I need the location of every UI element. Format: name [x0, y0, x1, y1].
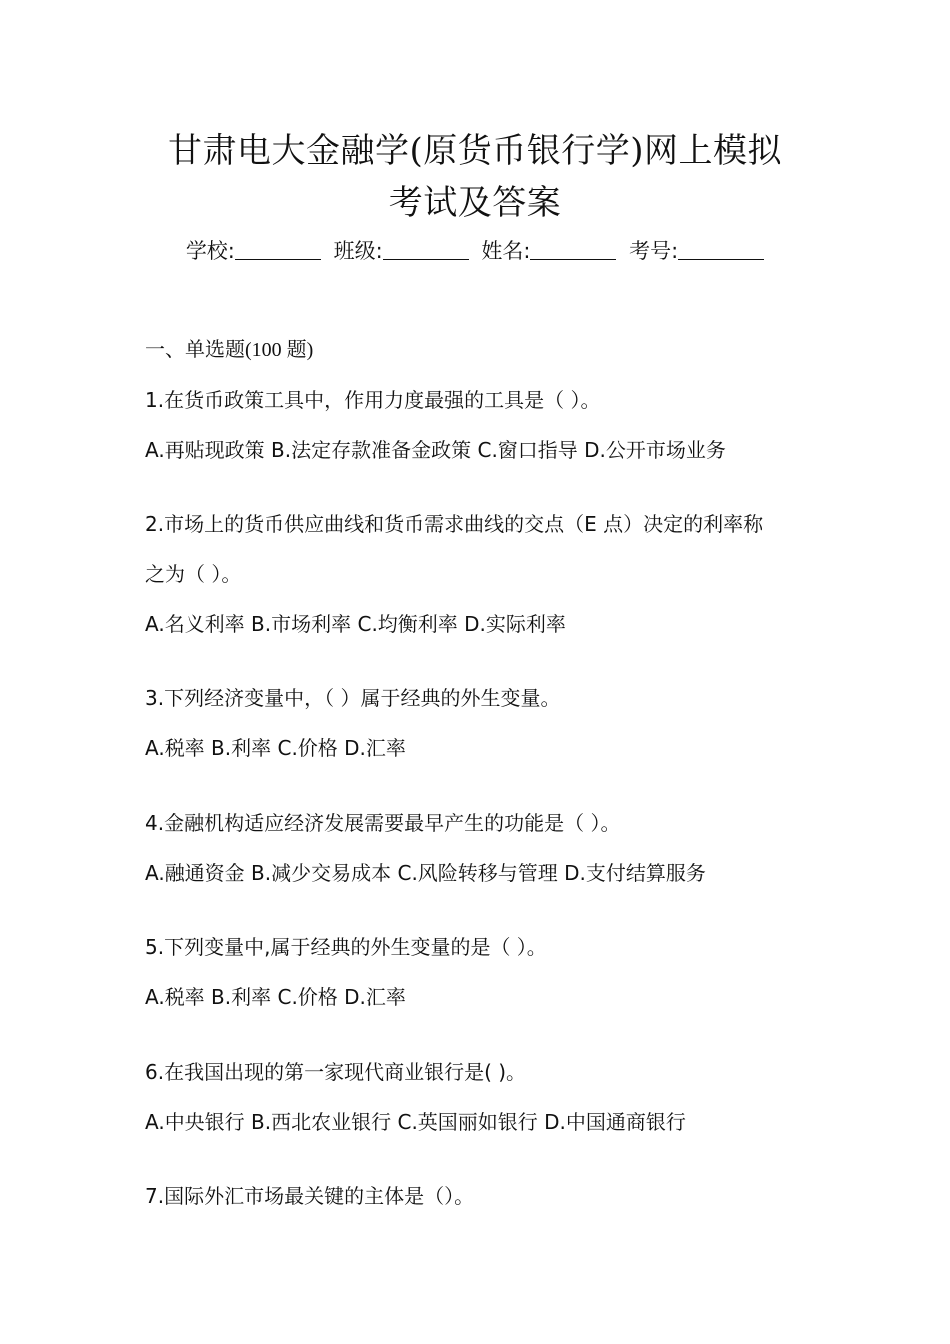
exam-number-label: 考号: [629, 239, 679, 263]
question-3-options: A.税率 B.利率 C.价格 D.汇率 [145, 736, 406, 760]
school-blank [235, 239, 321, 260]
question-1-text: 1.在货币政策工具中，作用力度最强的工具是（ ）。 [145, 388, 601, 412]
question-4-options: A.融通资金 B.减少交易成本 C.风险转移与管理 D.支付结算服务 [145, 861, 706, 885]
question-2-options: A.名义利率 B.市场利率 C.均衡利率 D.实际利率 [145, 612, 566, 636]
student-info-line [0, 238, 950, 264]
question-7-text: 7.国际外汇市场最关键的主体是（）。 [145, 1184, 475, 1208]
name-field [481, 238, 616, 264]
class-label: 班级: [333, 239, 383, 263]
exam-number-blank [678, 239, 764, 260]
name-label: 姓名: [481, 239, 531, 263]
class-blank [383, 239, 469, 260]
question-2-text-line-2: 之为（ ）。 [145, 562, 242, 586]
question-2-text-line-1: 2.市场上的货币供应曲线和货币需求曲线的交点（E 点）决定的利率称 [145, 512, 764, 536]
school-field [186, 238, 321, 264]
section-heading: 一、单选题(100 题) [145, 339, 314, 361]
question-1-options: A.再贴现政策 B.法定存款准备金政策 C.窗口指导 D.公开市场业务 [145, 438, 726, 462]
question-5-text: 5.下列变量中,属于经典的外生变量的是（ ）。 [145, 935, 547, 959]
question-3-text: 3.下列经济变量中，（ ）属于经典的外生变量。 [145, 686, 561, 710]
question-5-options: A.税率 B.利率 C.价格 D.汇率 [145, 985, 406, 1009]
school-label: 学校: [185, 239, 235, 263]
exam-number-field [629, 238, 764, 264]
question-4-text: 4.金融机构适应经济发展需要最早产生的功能是（ ）。 [145, 811, 621, 835]
class-field [334, 238, 469, 264]
question-6-text: 6.在我国出现的第一家现代商业银行是( )。 [145, 1060, 527, 1084]
document-title-line-1: 甘肃电大金融学(原货币银行学)网上模拟 [167, 131, 783, 171]
name-blank [530, 239, 616, 260]
question-6-options: A.中央银行 B.西北农业银行 C.英国丽如银行 D.中国通商银行 [145, 1110, 686, 1134]
document-title-line-2: 考试及答案 [388, 183, 562, 223]
